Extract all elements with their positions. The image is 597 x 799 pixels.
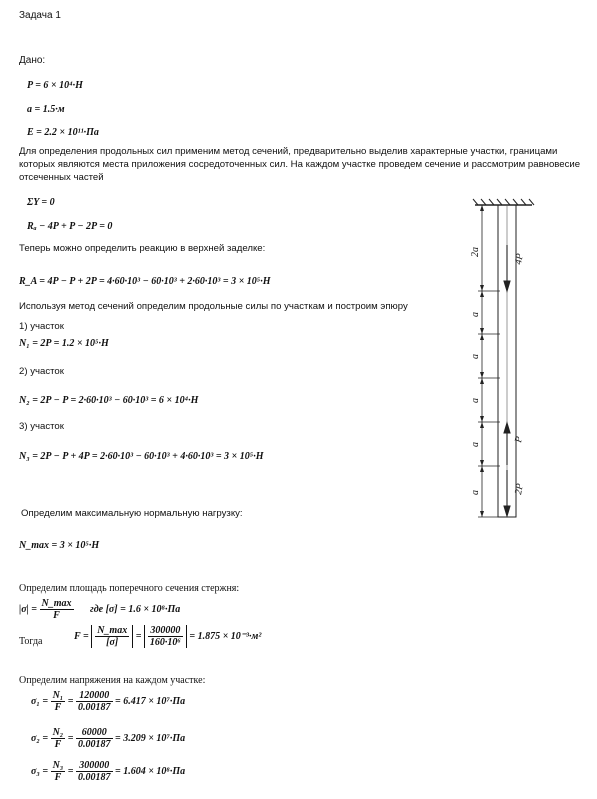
- area-calc-fraction-2: [148, 625, 183, 648]
- fixed-support: [473, 199, 534, 205]
- fraction-denominator: 160·10⁶: [149, 637, 181, 648]
- area-condition-lhs: |σ| =: [19, 603, 37, 615]
- fraction-denominator: F: [54, 739, 62, 750]
- given-P: P = 6 × 10⁴·H: [27, 80, 83, 91]
- fraction-numerator: 120000: [76, 690, 113, 702]
- fraction-numerator: 300000: [148, 625, 183, 637]
- fraction-denominator: F: [54, 772, 62, 783]
- force-label-2p: 2P: [513, 482, 526, 496]
- abs-bar-1: [91, 625, 133, 648]
- equation-Nmax: N_max = 3 × 10⁵·H: [19, 540, 100, 551]
- force-arrowhead-p: [504, 423, 510, 433]
- stress-fraction-2: [76, 727, 113, 750]
- force-arrowhead-4p: [504, 281, 510, 291]
- stress-result: = 6.417 × 10⁷·Па: [115, 695, 186, 707]
- given-E: E = 2.2 × 10¹¹·Па: [27, 127, 99, 138]
- reaction-text: Теперь можно определить реакцию в верхней заделке:: [19, 243, 266, 254]
- fraction-denominator: 0.00187: [78, 702, 111, 713]
- given-label: Дано:: [19, 55, 46, 66]
- section-2-label: 2) участок: [19, 366, 64, 377]
- area-text: Определим площадь поперечного сечения стержня:: [19, 583, 240, 594]
- section-1-label: 1) участок: [19, 321, 64, 332]
- area-calc-result: = 1.875 × 10⁻³·м²: [189, 630, 262, 642]
- then-label: Тогда: [19, 636, 43, 647]
- equation-ra: Rₐ − 4P + P − 2P = 0: [27, 221, 113, 232]
- fraction-numerator: 60000: [76, 727, 113, 739]
- segment-label-5: a: [470, 442, 481, 447]
- section-3-label: 3) участок: [19, 421, 64, 432]
- area-calculation: F = $\frac{N\_\max}{[\sigma]}$ = $\frac{300000}{\text{160·10⁶}}$ = 1.875 × 10⁻³·м²: [74, 625, 262, 648]
- fraction-denominator: F: [54, 702, 62, 713]
- fraction-numerator: N₁: [52, 690, 64, 701]
- area-calc-fraction-1: [95, 625, 129, 648]
- section-3-equation: N₃ = 2P − P + 4P = 2·60·10³ − 60·10³ + 4·60·10³ = 3 × 10⁵·H: [19, 451, 264, 462]
- stress-2: σ₂ = $\frac{\text{N₂}}{F}$ = $\frac{60000}{0.00187}$ = 3.209 × 10⁷·Па: [31, 727, 186, 750]
- equation-sum: ΣY = 0: [27, 197, 55, 208]
- stress-fraction-1: [51, 760, 66, 783]
- area-condition-where: где [σ] = 1.6 × 10⁸·Па: [90, 603, 181, 615]
- force-arrowhead-2p: [504, 506, 510, 516]
- stress-result: = 1.604 × 10⁸·Па: [115, 765, 186, 777]
- area-calc-lhs: F =: [74, 630, 89, 642]
- stress-lhs: σ₂ =: [31, 732, 49, 744]
- segment-label-4: a: [470, 398, 481, 403]
- max-text: Определим максимальную нормальную нагрузку:: [21, 508, 243, 519]
- stress-fraction-2: [76, 760, 113, 783]
- segment-label-3: a: [470, 354, 481, 359]
- fraction-numerator: 300000: [76, 760, 113, 772]
- page-title: Задача 1: [19, 10, 61, 21]
- equation-RA: R_A = 4P − P + 2P = 4·60·10³ − 60·10³ + 2·60·10³ = 3 × 10⁵·H: [19, 276, 271, 287]
- fraction-denominator: 0.00187: [78, 772, 111, 783]
- bar-diagram: [470, 195, 550, 525]
- intro-paragraph: Для определения продольных сил применим метод сечений, предварительно выделив характерные участки, границами которых являются места приложения сосредоточенных сил. На каждом участке проведем сечение и рассмотрим равновесие отсеченных частей: [19, 146, 581, 183]
- section-1-equation: N₁ = 2P = 1.2 × 10⁵·H: [19, 338, 109, 349]
- fraction-numerator: N₂: [52, 727, 64, 738]
- segment-label-6: a: [470, 490, 481, 495]
- given-a: a = 1.5·м: [27, 104, 65, 115]
- fraction-numerator: N_max: [41, 598, 72, 609]
- area-condition: [19, 598, 180, 621]
- force-label-4p: 4P: [513, 252, 526, 266]
- stress-text: Определим напряжения на каждом участке:: [19, 675, 206, 686]
- section-2-equation: N₂ = 2P − P = 2·60·10³ − 60·10³ = 6 × 10⁴·H: [19, 395, 199, 406]
- fraction-denominator: 0.00187: [78, 739, 111, 750]
- segment-label-2: a: [470, 312, 481, 317]
- stress-lhs: σ₁ =: [31, 695, 49, 707]
- fraction-denominator: [σ]: [106, 637, 119, 648]
- stress-fraction-1: [51, 727, 66, 750]
- stress-fraction-1: [51, 690, 66, 713]
- stress-result: = 3.209 × 10⁷·Па: [115, 732, 186, 744]
- fraction-denominator: F: [53, 610, 60, 621]
- area-condition-fraction: [40, 598, 74, 621]
- stress-fraction-2: [76, 690, 113, 713]
- abs-bar-2: [144, 625, 187, 648]
- stress-lhs: σ₃ =: [31, 765, 49, 777]
- force-label-p: P: [513, 435, 526, 444]
- fraction-numerator: N_max: [97, 625, 128, 636]
- fraction-numerator: N₃: [52, 760, 64, 771]
- stress-1: σ₁ = $\frac{\text{N₁}}{F}$ = $\frac{120000}{0.00187}$ = 6.417 × 10⁷·Па: [31, 690, 186, 713]
- segment-label-1: 2a: [470, 247, 481, 257]
- sections-text: Используя метод сечений определим продольные силы по участкам и построим эпюру: [19, 301, 408, 312]
- stress-3: σ₃ = $\frac{\text{N₃}}{F}$ = $\frac{300000}{0.00187}$ = 1.604 × 10⁸·Па: [31, 760, 186, 783]
